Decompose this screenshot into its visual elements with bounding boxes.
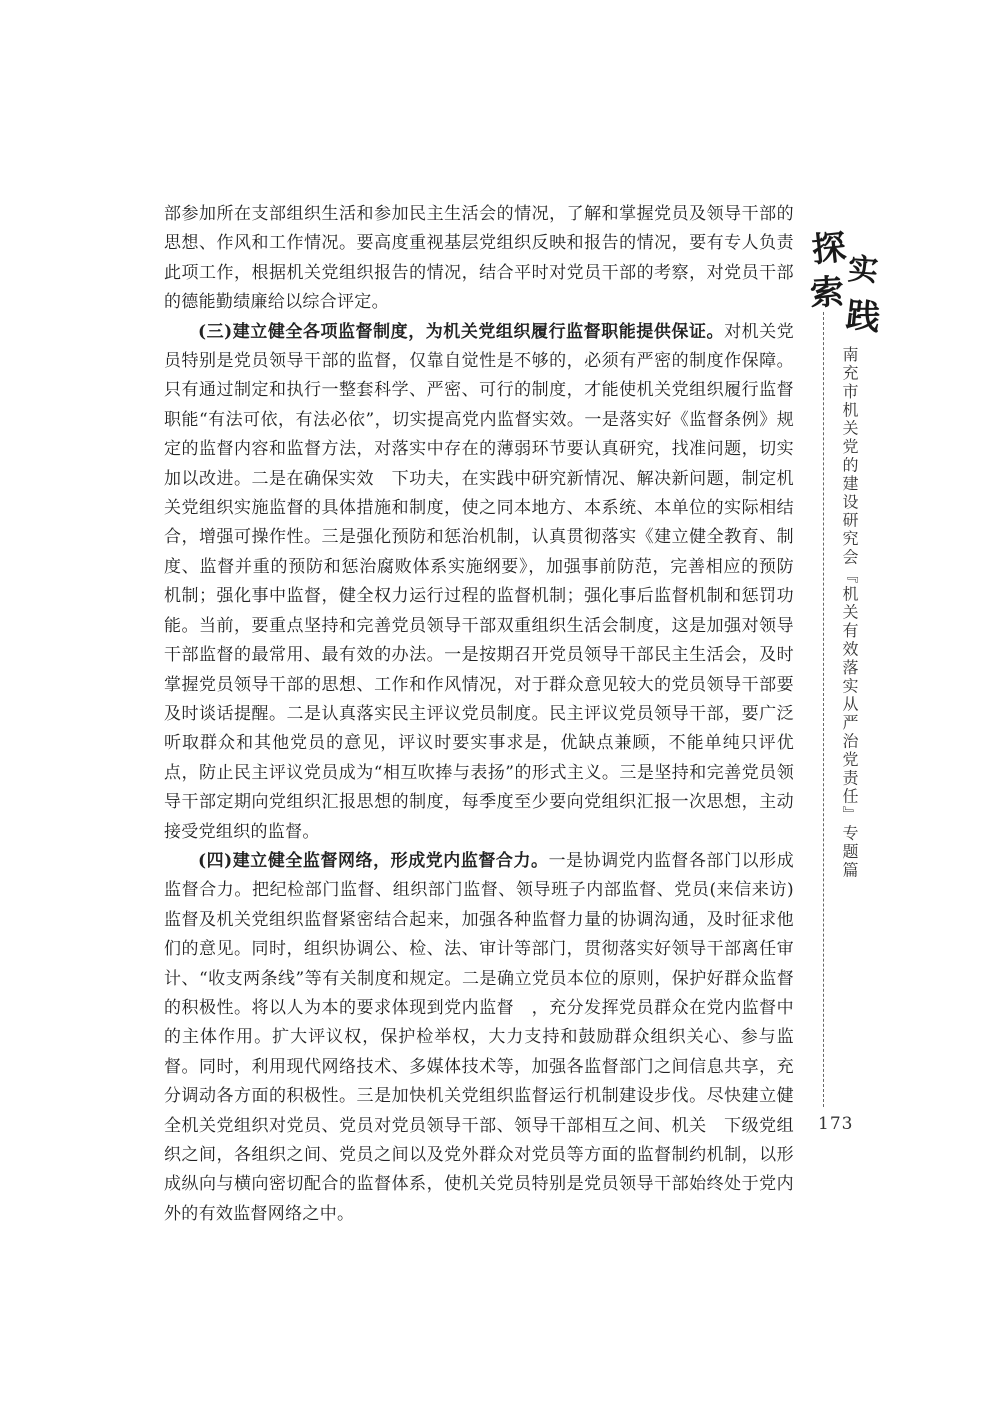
paragraph-section-3 [164,318,794,847]
side-title-char: 索 [808,272,846,314]
paragraph-text: 部参加所在支部组织生活和参加民主生活会的情况，了解和掌握党员及领导干部的思想、作风和工作情况。要高度重视基层党组织反映和报告的情况，要有专人负责此项工作，根据机关党组织报告的情况，结合平时对党员干部的考察，对党员干部的德能勤绩廉给以综合评定。 [164,204,794,313]
paragraph-heading: (四)建立健全监督网络，形成党内监督合力。 [198,850,549,871]
paragraph-text: 一是协调党内监督各部门以形成监督合力。把纪检部门监督、组织部门监督、领导班子内部监督、党员(来信来访)监督及机关党组织监督紧密结合起来，加强各种监督力量的协调沟通，及时征求他们的意见。同时，组织协调公、检、法、审计等部门，贯彻落实好领导干部离任审计、“收支两条线”等有关制度和规定。二是确立党员本位的原则，保护好群众监督的积极性。将以人为本的要求体现到党内监督 ，充分发挥党员群众在党内监督中的主体作用。扩大评议权，保护检举权，大力支持和鼓励群众组织关心、参与监督。同时，利用现代网络技术、多媒体技术等，加强各监督部门之间信息共享，充分调动各方面的积极性。三是加快机关党组织监督运行机制建设步伐。尽快建立健全机关党组织对党员、党员对党员领导干部、领导干部相互之间、机关 下级党组织之间，各组织之间、党员之间以及党外群众对党员等方面的监督制约机制，以形成纵向与横向密切配合的监督体系，使机关党员特别是党员领导干部始终处于党内外的有效监督网络之中。 [164,850,794,1224]
side-title-calligraphy [808,227,882,339]
side-dashed-rule [823,312,824,1107]
side-title-char: 探 [810,227,848,271]
side-title-char: 实 [846,251,880,290]
paragraph-section-4 [164,847,794,1229]
side-caption: 南充市机关党的建设研究会『机关有效落实从严治党责任』专题篇 [840,346,859,880]
paragraph-heading: (三)建立健全各项监督制度，为机关党组织履行监督职能提供保证。 [198,321,725,342]
paragraph-text: 对机关党员特别是党员领导干部的监督，仅靠自觉性是不够的，必须有严密的制度作保障。只有通过制定和执行一整套科学、严密、可行的制度，才能使机关党组织履行监督职能“有法可依，有法必依”，切实提高党内监督实效。一是落实好《监督条例》规定的监督内容和监督方法，对落实中存在的薄弱环节要认真研究，找准问题，切实加以改进。二是在确保实效 下功夫，在实践中研究新情况、解决新问题，制定机关党组织实施监督的具体措施和制度，使之同本地方、本系统、本单位的实际相结合，增强可操作性。三是强化预防和惩治机制，认真贯彻落实《建立健全教育、制度、监督并重的预防和惩治腐败体系实施纲要》，加强事前防范，完善相应的预防机制；强化事中监督，健全权力运行过程的监督机制；强化事后监督机制和惩罚功能。当前，要重点坚持和完善党员领导干部双重组织生活会制度，这是加强对领导干部监督的最常用、最有效的办法。一是按期召开党员领导干部民主生活会，及时掌握党员领导干部的思想、工作和作风情况，对于群众意见较大的党员领导干部要及时谈话提醒。二是认真落实民主评议党员制度。民主评议党员领导干部，要广泛听取群众和其他党员的意见，评议时要实事求是，优缺点兼顾，不能单纯只评优点，防止民主评议党员成为“相互吹捧与表扬”的形式主义。三是坚持和完善党员领导干部定期向党组织汇报思想的制度，每季度至少要向党组织汇报一次思想，主动接受党组织的监督。 [164,321,795,842]
page-number: 173 [818,1114,854,1134]
paragraph-continuation [164,200,794,318]
side-title-char: 践 [844,295,882,339]
body-text [164,200,794,1229]
